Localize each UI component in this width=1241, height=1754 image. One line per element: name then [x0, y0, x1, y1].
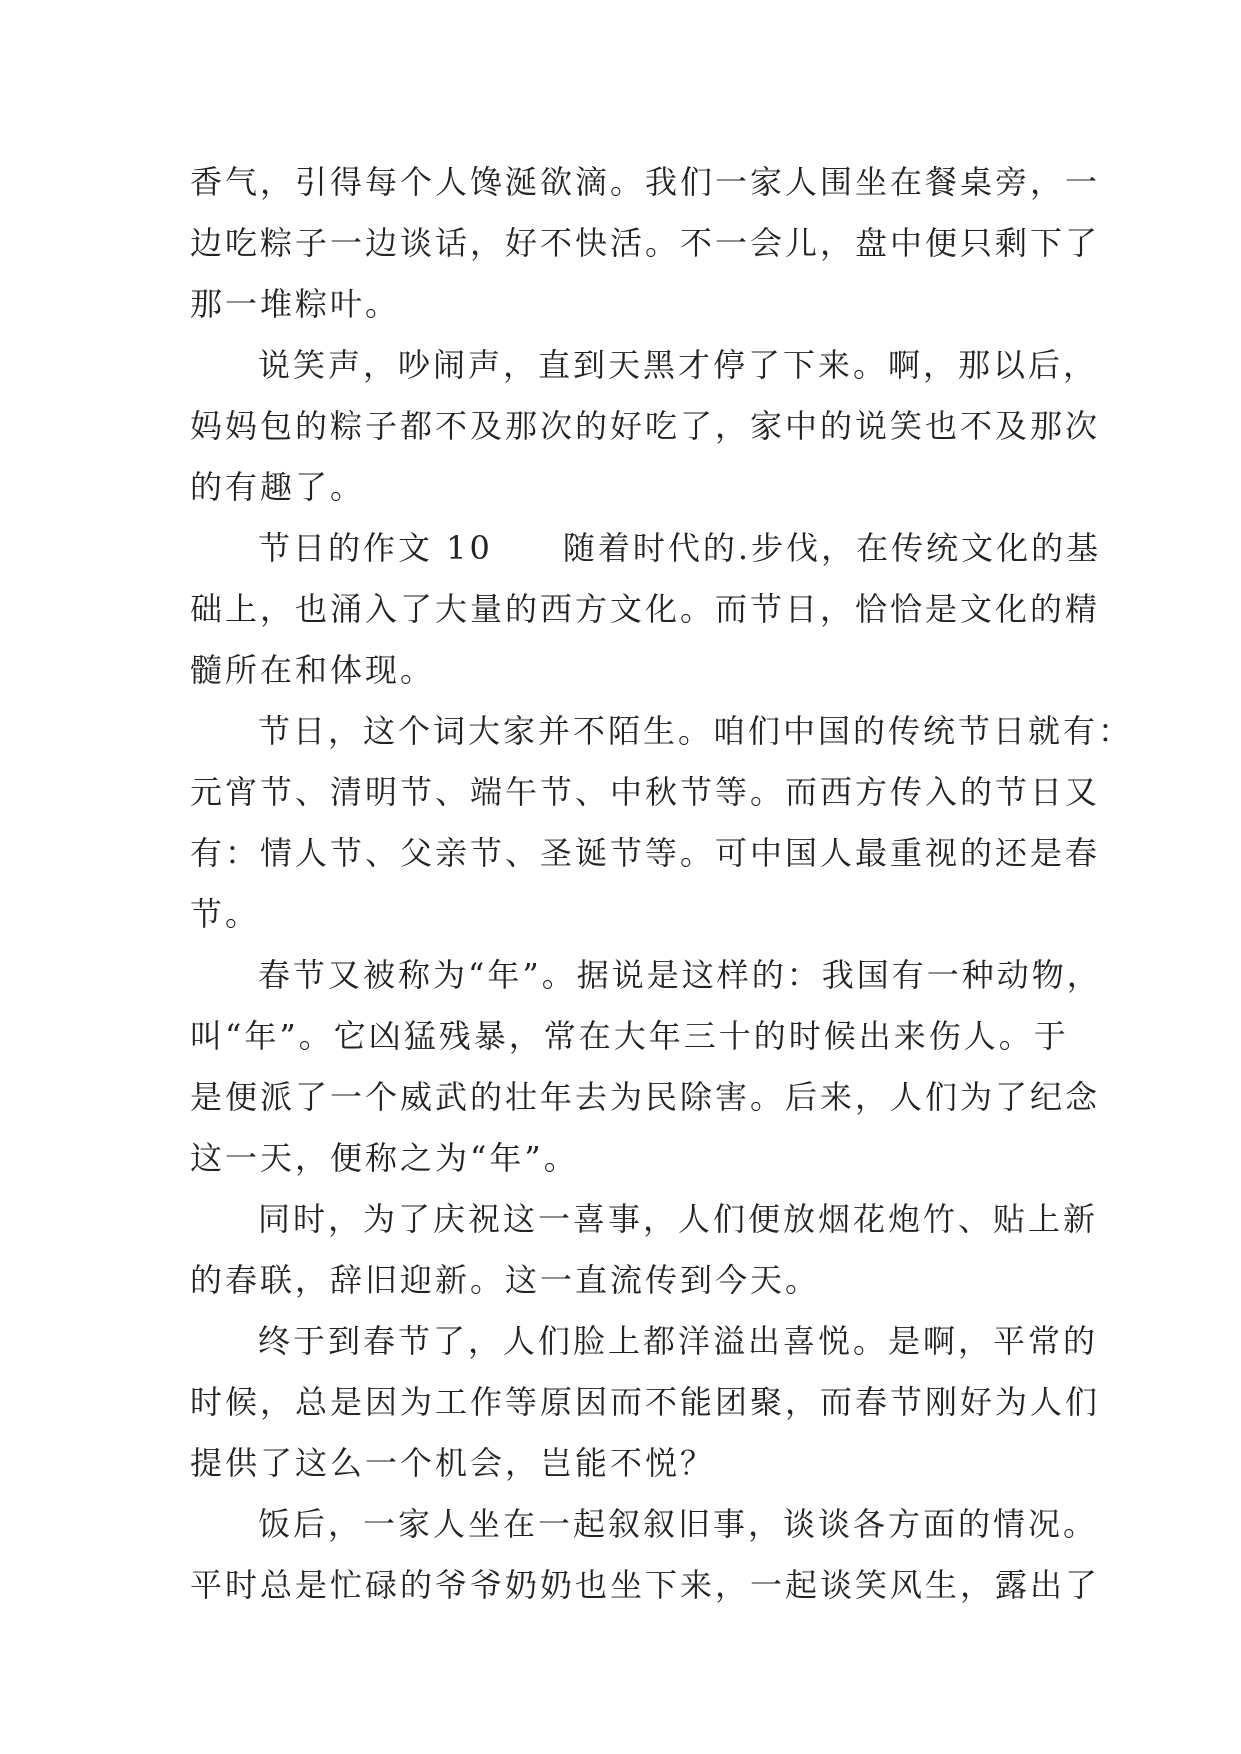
paragraph-first-line: 终于到春节了，人们脸上都洋溢出喜悦。是啊，平常的: [258, 1322, 1099, 1360]
text-line: 叫“年”。它凶猛残暴，常在大年三十的时候出来伤人。于: [190, 1017, 1069, 1055]
paragraph-first-line: 说笑声，吵闹声，直到天黑才停了下来。啊，那以后，: [258, 346, 1099, 384]
document-body: [190, 152, 1134, 1616]
text-line: 提供了这么一个机会，岂能不悦？: [190, 1444, 716, 1482]
text-line: 元宵节、清明节、端午节、中秋节等。而西方传入的节日又: [190, 773, 1101, 811]
text-line: 的有趣了。: [190, 468, 366, 506]
text-line: 香气，引得每个人馋涎欲滴。我们一家人围坐在餐桌旁，一: [190, 163, 1101, 201]
paragraph-first-line: 节日，这个词大家并不陌生。咱们中国的传统节日就有：: [258, 712, 1134, 750]
text-line: 平时总是忙碌的爷爷奶奶也坐下来，一起谈笑风生，露出了: [190, 1566, 1101, 1604]
paragraph-first-line: 同时，为了庆祝这一喜事，人们便放烟花炮竹、贴上新: [258, 1200, 1099, 1238]
text-line: 妈妈包的粽子都不及那次的好吃了，家中的说笑也不及那次: [190, 407, 1101, 445]
text-line: 那一堆粽叶。: [190, 285, 401, 323]
text-line: 髓所在和体现。: [190, 651, 436, 689]
paragraph-first-line: 春节又被称为“年”。据说是这样的：我国有一种动物，: [258, 956, 1102, 994]
text-line: 础上，也涌入了大量的西方文化。而节日，恰恰是文化的精: [190, 590, 1101, 628]
paragraph-first-line: 节日的作文 10 随着时代的.步伐，在传统文化的基: [258, 529, 1102, 567]
text-line: 有：情人节、父亲节、圣诞节等。可中国人最重视的还是春: [190, 834, 1101, 872]
text-line: 这一天，便称之为“年”。: [190, 1139, 579, 1177]
text-line: 时候，总是因为工作等原因而不能团聚，而春节刚好为人们: [190, 1383, 1101, 1421]
text-line: 边吃粽子一边谈话，好不快活。不一会儿，盘中便只剩下了: [190, 224, 1101, 262]
text-line: 节。: [190, 895, 261, 933]
paragraph-first-line: 饭后，一家人坐在一起叙叙旧事，谈谈各方面的情况。: [258, 1505, 1099, 1543]
text-line: 是便派了一个威武的壮年去为民除害。后来，人们为了纪念: [190, 1078, 1101, 1116]
text-line: 的春联，辞旧迎新。这一直流传到今天。: [190, 1261, 821, 1299]
